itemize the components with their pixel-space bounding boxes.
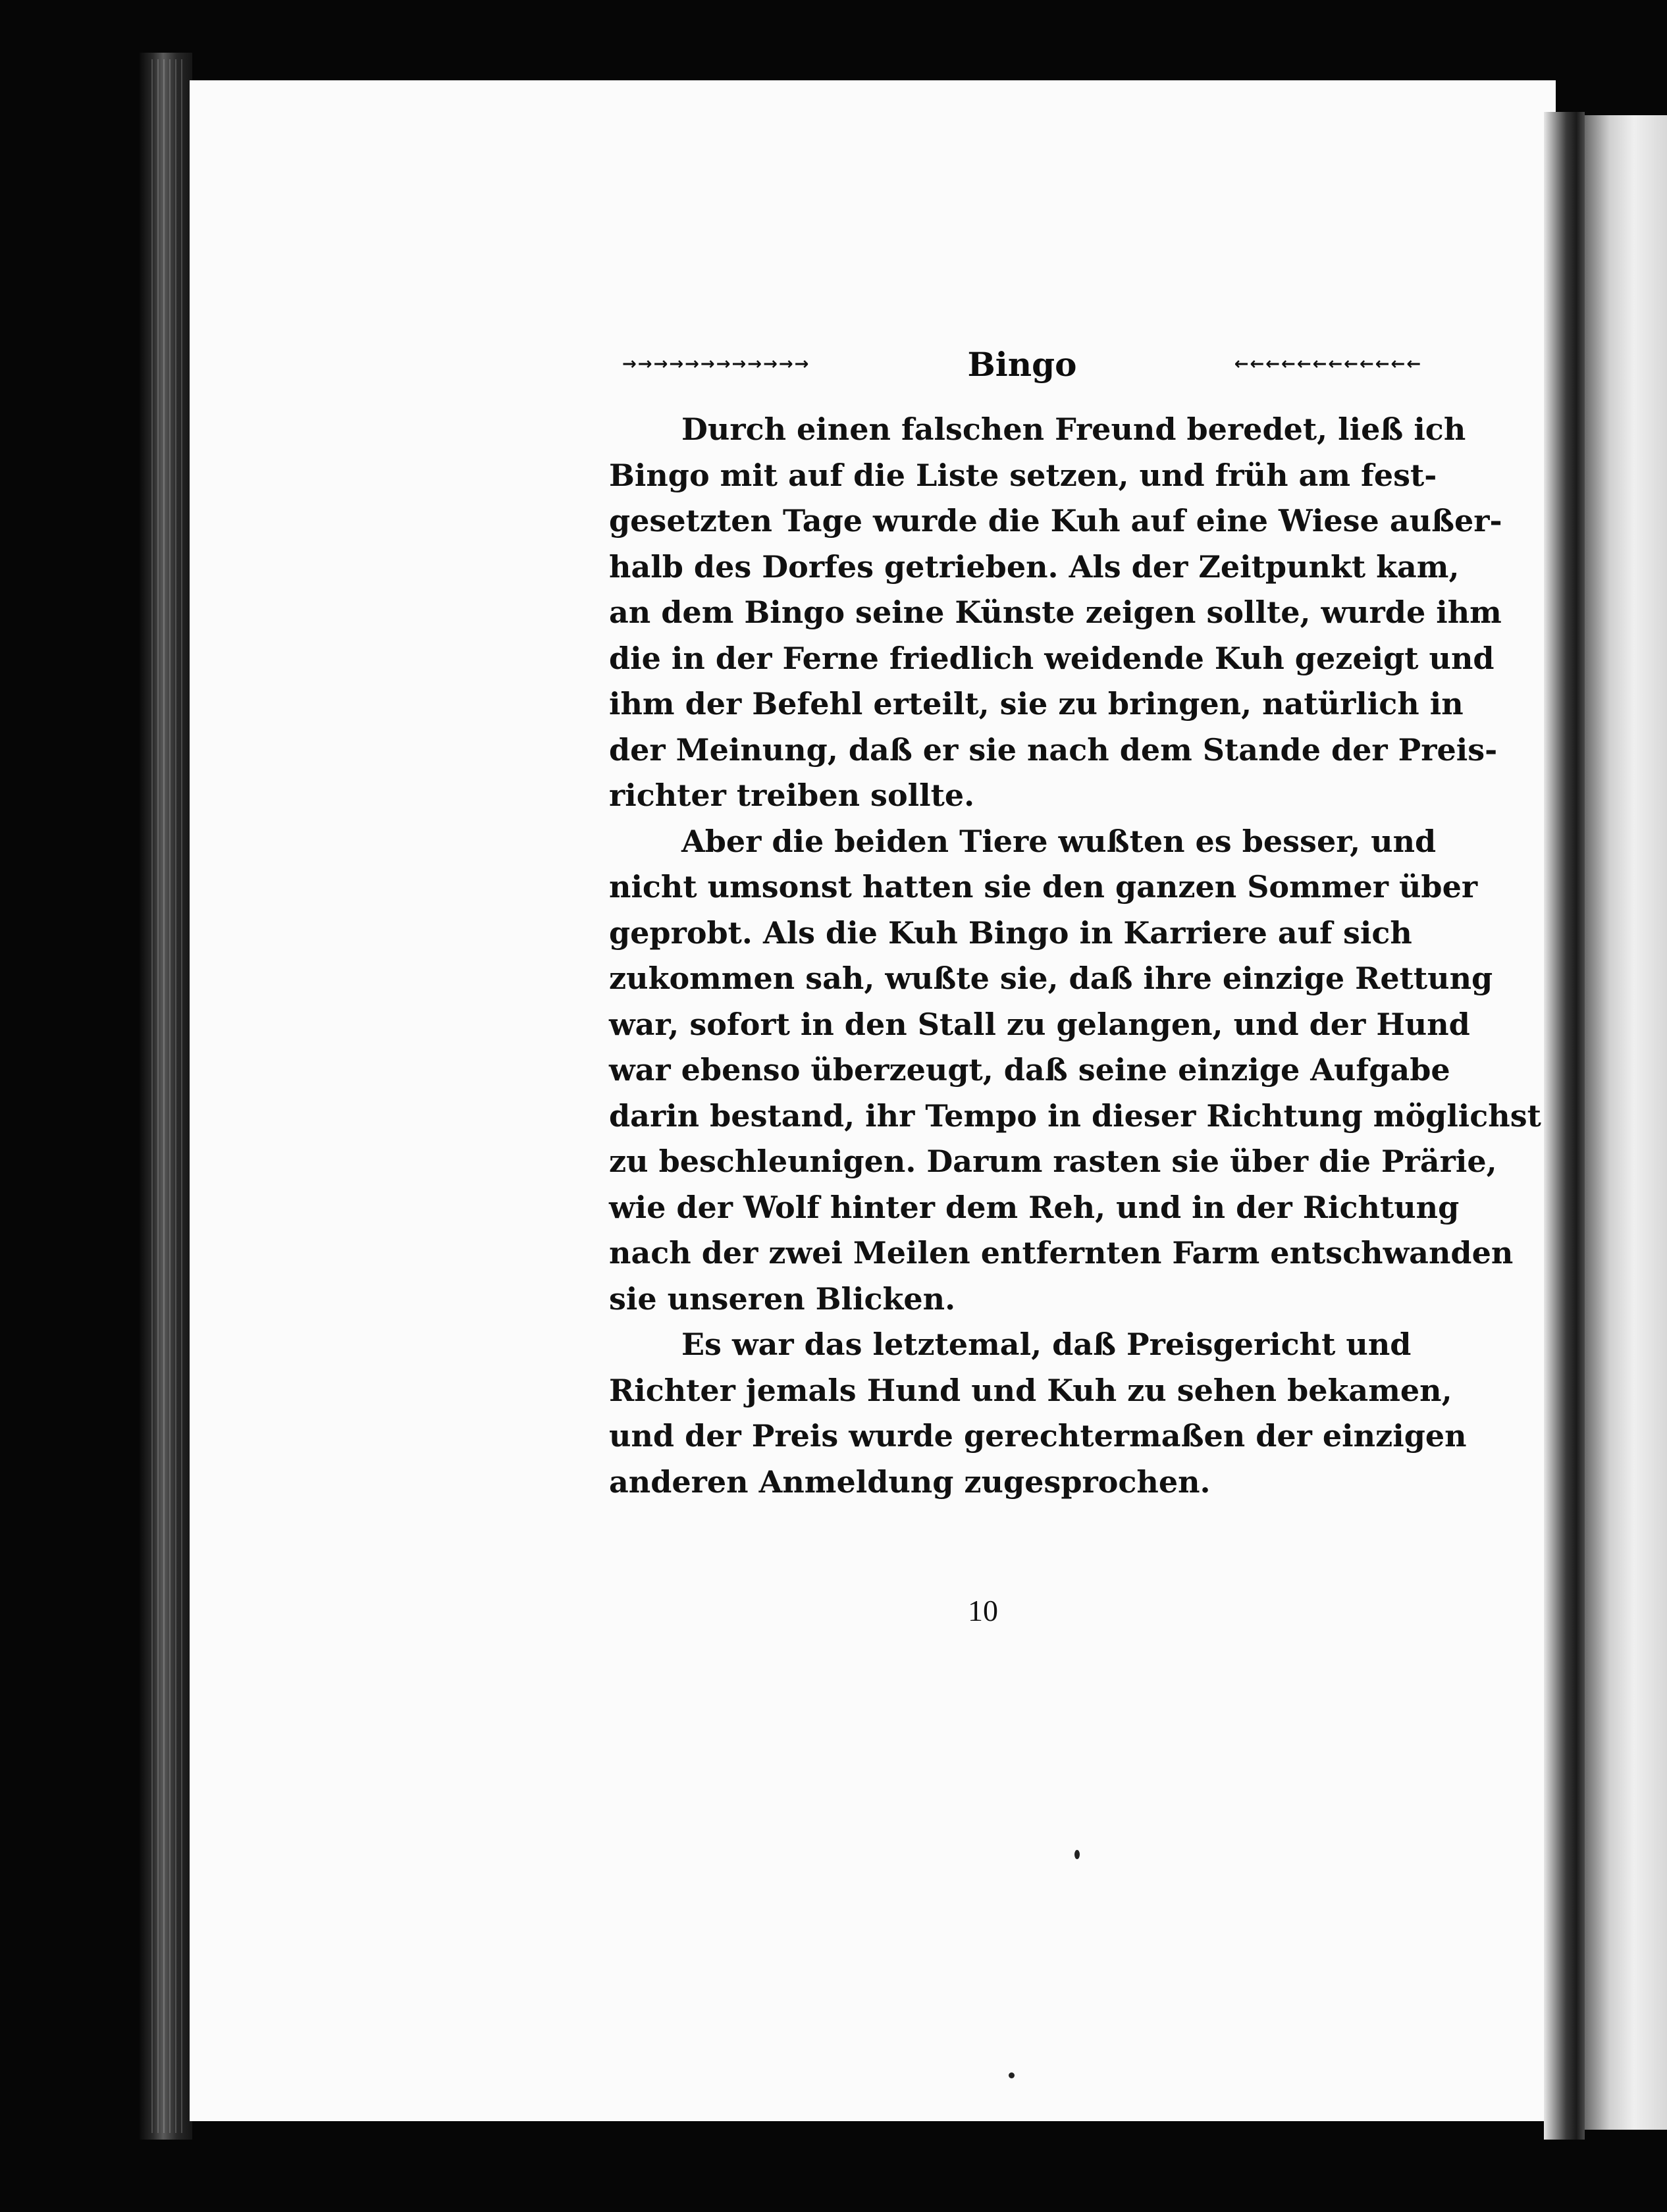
book-gutter <box>1544 112 1585 2140</box>
text-line: anderen Anmeldung zugesprochen. <box>609 1463 1211 1500</box>
text-line: halb des Dorfes getrieben. Als der Zeitpunkt kam, <box>609 548 1460 585</box>
text-line: wie der Wolf hinter dem Reh, und in der Richtung <box>609 1189 1460 1225</box>
paragraph-2 <box>609 819 1541 1323</box>
running-head <box>622 341 1422 387</box>
page-number: 10 <box>968 1594 998 1627</box>
text-line: der Meinung, daß er sie nach dem Stande der Preis- <box>609 731 1498 768</box>
text-line: an dem Bingo seine Künste zeigen sollte, wurde ihm <box>609 594 1502 630</box>
body-text <box>609 407 1541 1505</box>
text-line: gesetzten Tage wurde die Kuh auf eine Wiese außer- <box>609 503 1502 539</box>
ornament-right: ←←←←←←←←←←←← <box>1234 354 1422 374</box>
paragraph-1 <box>609 407 1502 819</box>
text-line: Bingo mit auf die Liste setzen, und früh am fest- <box>609 457 1437 493</box>
paragraph-3 <box>609 1322 1467 1505</box>
text-line: war, sofort in den Stall zu gelangen, und der Hund <box>609 1006 1470 1042</box>
scan-speck <box>1009 2072 1015 2078</box>
text-line: Es war das letztemal, daß Preisgericht und <box>681 1327 1412 1362</box>
text-line: war ebenso überzeugt, daß seine einzige Aufgabe <box>609 1052 1450 1088</box>
text-line: richter treiben sollte. <box>609 777 975 813</box>
text-line: darin bestand, ihr Tempo in dieser Richtung möglichst <box>609 1097 1541 1134</box>
text-line: geprobt. Als die Kuh Bingo in Karriere auf sich <box>609 914 1412 951</box>
text-line: nach der zwei Meilen entfernten Farm entschwanden <box>609 1235 1514 1271</box>
text-line: Richter jemals Hund und Kuh zu sehen bekamen, <box>609 1372 1452 1408</box>
text-line: ihm der Befehl erteilt, sie zu bringen, natürlich in <box>609 686 1464 722</box>
text-line: Durch einen falschen Freund beredet, ließ ich <box>681 411 1466 447</box>
scan-speck <box>1074 1850 1080 1859</box>
text-line: nicht umsonst hatten sie den ganzen Sommer über <box>609 869 1478 905</box>
text-line: Aber die beiden Tiere wußten es besser, und <box>681 823 1437 859</box>
text-line: zu beschleunigen. Darum rasten sie über die Prärie, <box>609 1144 1497 1179</box>
text-line: und der Preis wurde gerechtermaßen der einzigen <box>609 1418 1467 1454</box>
running-head-title: Bingo <box>967 344 1077 384</box>
text-line: die in der Ferne friedlich weidende Kuh gezeigt und <box>609 640 1495 676</box>
text-line: sie unseren Blicken. <box>609 1280 956 1317</box>
text-line: zukommen sah, wußte sie, daß ihre einzige Rettung <box>609 961 1493 996</box>
page-stack-edges <box>151 59 184 2133</box>
ornament-left: →→→→→→→→→→→→ <box>622 354 810 374</box>
adjacent-page-edge <box>1585 115 1667 2130</box>
